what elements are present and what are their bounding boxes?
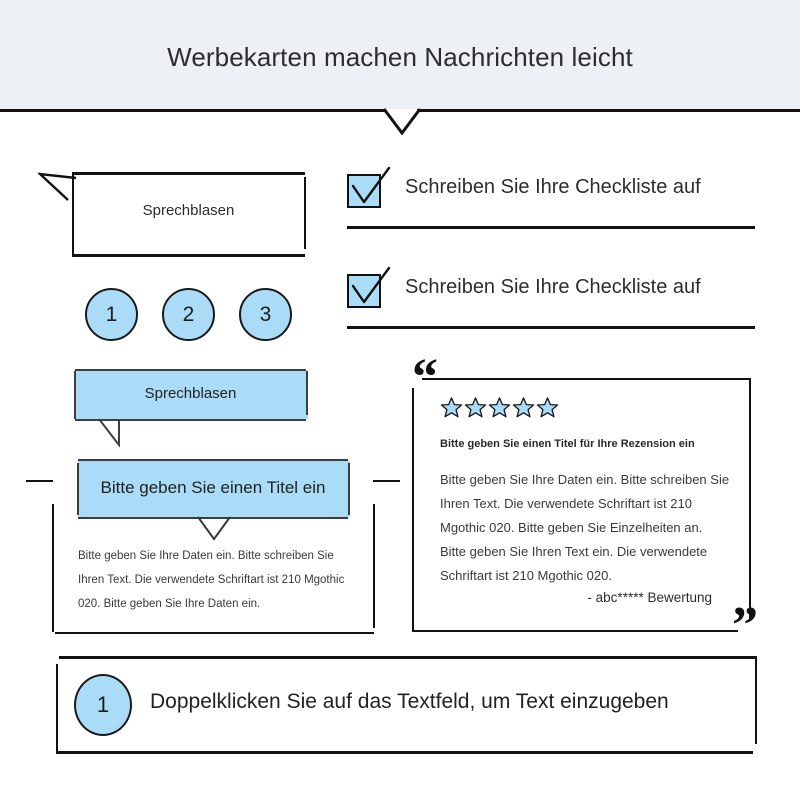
quote-close-icon: ”: [732, 597, 758, 654]
bubble-edge-bottom: [72, 254, 305, 257]
instruction-step-number: 1: [74, 674, 132, 736]
instruction-banner-edge-left: [56, 664, 58, 751]
star-icon[interactable]: [536, 396, 559, 419]
bubble-edge-top: [75, 369, 306, 371]
review-author: - abc***** Bewertung: [587, 590, 712, 605]
speech-bubble-white-label: Sprechblasen: [142, 202, 235, 219]
review-card-edge-right: [749, 378, 751, 620]
speech-bubble-white[interactable]: [72, 172, 307, 256]
body-card-edge-left: [52, 504, 54, 632]
review-card-edge-top: [422, 378, 750, 380]
number-circle-2[interactable]: 2: [162, 288, 215, 341]
instruction-banner-edge-bottom: [56, 751, 753, 754]
body-card-edge-bottom: [55, 632, 374, 634]
checkmark-icon: [345, 264, 393, 310]
star-icon[interactable]: [512, 396, 535, 419]
header-notch-icon: [382, 107, 422, 135]
checkmark-icon: [345, 164, 393, 210]
checklist-item-2-label: Schreiben Sie Ihre Checkliste auf: [405, 276, 701, 298]
number-circle-1[interactable]: 1: [85, 288, 138, 341]
page-title: Werbekarten machen Nachrichten leicht: [167, 42, 633, 72]
instruction-banner-label: Doppelklicken Sie auf das Textfeld, um Text einzugeben: [150, 690, 669, 713]
bubble-edge-right: [306, 371, 308, 415]
title-card-edge-top: [78, 459, 348, 461]
body-text-card[interactable]: [52, 504, 374, 632]
instruction-banner-edge-right: [755, 656, 757, 744]
number-circle-3[interactable]: 3: [239, 288, 292, 341]
header-rule-right: [417, 109, 800, 112]
instruction-banner[interactable]: [56, 656, 756, 751]
speech-bubble-blue-label: Sprechblasen: [144, 385, 237, 402]
body-card-stub-right: [373, 480, 400, 482]
header-rule-left: [0, 109, 386, 112]
review-card[interactable]: [412, 349, 758, 654]
speech-bubble-blue-tail-icon: [97, 417, 137, 447]
speech-bubble-blue[interactable]: [75, 371, 308, 419]
bubble-edge-top: [72, 172, 305, 175]
title-input-label: Bitte geben Sie einen Titel ein: [100, 478, 326, 497]
review-body-text: Bitte geben Sie Ihre Daten ein. Bitte schreiben Sie Ihren Text. Die verwendete Schriftart ist 210 Mgothic 020. Bitte geben Sie Einzelheiten an. Bitte geben Sie Ihren Text ein. Die verwendete Schriftart ist 210 Mgothic 020.: [440, 472, 730, 583]
checklist-item-1-rule: [347, 226, 755, 229]
checklist-item-1-label: Schreiben Sie Ihre Checkliste auf: [405, 176, 701, 198]
body-card-edge-right: [373, 504, 375, 628]
review-subtitle: Bitte geben Sie einen Titel für Ihre Rezension ein: [440, 438, 695, 450]
review-card-edge-bottom: [412, 630, 738, 632]
checklist-item-2-rule: [347, 326, 755, 329]
star-icon[interactable]: [440, 396, 463, 419]
body-card-stub-left: [26, 480, 53, 482]
star-icon[interactable]: [464, 396, 487, 419]
quote-open-icon: “: [412, 349, 438, 406]
star-icon[interactable]: [488, 396, 511, 419]
instruction-banner-edge-top: [59, 656, 756, 659]
body-card-text: Bitte geben Sie Ihre Daten ein. Bitte schreiben Sie Ihren Text. Die verwendete Schriftart ist 210 Mgothic 020. Bitte geben Sie Ihre Daten ein.: [78, 550, 345, 610]
star-rating[interactable]: [440, 396, 559, 419]
